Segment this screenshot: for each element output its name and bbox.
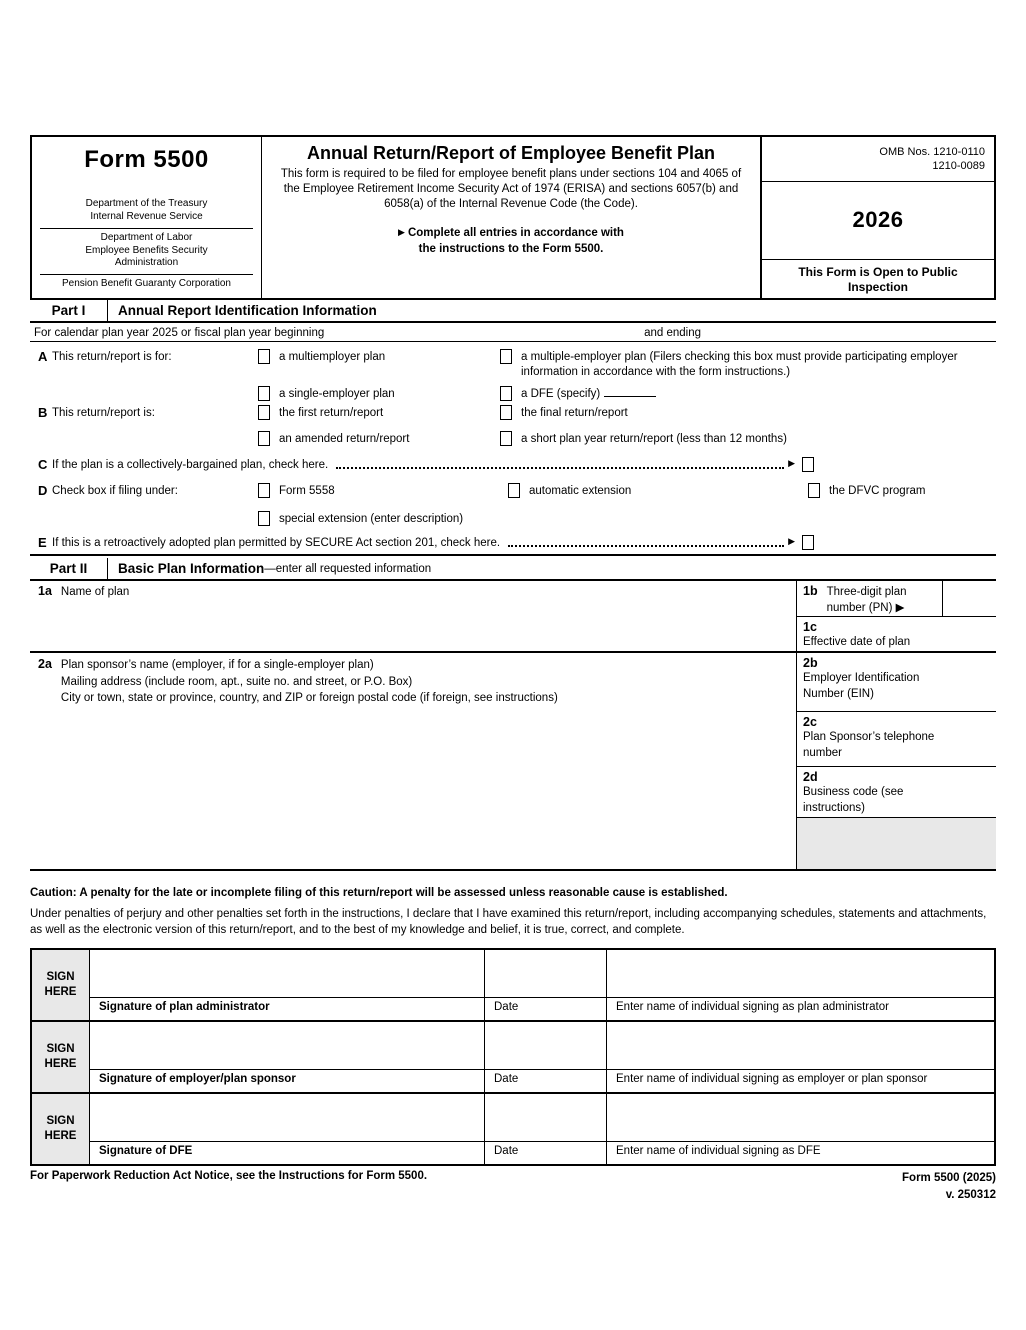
option-label: a multiple-employer plan (Filers checking this box must provide participating employer information in accordance with the form instructions.) (521, 351, 958, 378)
instruction-line1: Complete all entries in accordance with (407, 226, 624, 239)
single-employer-plan-checkbox[interactable] (258, 386, 270, 401)
section-d (30, 478, 996, 531)
and-ending-label: and ending (644, 327, 701, 339)
field-2b-number: 2b (803, 656, 818, 670)
instruction-line2: the instructions to the Form 5500. (418, 242, 604, 255)
field-2c (797, 712, 996, 767)
header-title-column (262, 137, 762, 298)
public-inspection-line1: This Form is Open to Public (798, 265, 958, 279)
section-c (30, 451, 996, 478)
administrator-date-field[interactable] (484, 950, 606, 997)
fiscal-year-ending-field[interactable] (701, 327, 996, 339)
row-2-right (797, 653, 996, 869)
dfvc-program-checkbox[interactable] (808, 483, 820, 498)
signature-group-administrator (32, 950, 994, 1020)
field-1a (30, 581, 797, 651)
dfe-name-label: Enter name of individual signing as DFE (606, 1141, 994, 1164)
section-b-options (258, 405, 996, 451)
omb-line2: 1210-0089 (932, 160, 985, 173)
option-automatic-extension (508, 483, 808, 499)
option-final-return (500, 405, 996, 421)
field-2a-number: 2a (38, 657, 52, 671)
option-label: the DFVC program (829, 485, 926, 497)
agency-labor-line3: Administration (114, 257, 179, 269)
section-c-text: If the plan is a collectively-bargained plan, check here. (52, 458, 329, 471)
dfe-signature-label: Signature of DFE (90, 1141, 484, 1164)
dfe-checkbox[interactable] (500, 386, 512, 401)
dfe-date-label: Date (484, 1141, 606, 1164)
row-1 (30, 581, 996, 653)
section-e-text: If this is a retroactively adopted plan permitted by SECURE Act section 201, check here. (52, 536, 501, 549)
part2-title-rest: —enter all requested information (264, 562, 432, 575)
sponsor-name-field[interactable] (606, 1022, 994, 1069)
field-2c-number: 2c (803, 715, 817, 729)
dfe-name-field[interactable] (606, 1094, 994, 1141)
dfe-signature-field[interactable] (90, 1094, 484, 1141)
field-2a-line1: Plan sponsor’s name (employer, if for a single-employer plan) (60, 659, 374, 671)
plan-year-prefix: For calendar plan year 2025 or fiscal plan year beginning (34, 327, 325, 339)
paperwork-notice: For Paperwork Reduction Act Notice, see the Instructions for Form 5500. (30, 1170, 428, 1183)
omb-line1: OMB Nos. 1210-0110 (879, 146, 985, 158)
option-short-plan-year (500, 431, 996, 447)
section-b-letter: B (38, 405, 48, 420)
section-b-label (30, 405, 258, 451)
header-agency-column (32, 137, 262, 298)
option-special-extension (258, 511, 996, 527)
field-1c-label: Effective date of plan (803, 636, 911, 648)
arrow-right-icon: ▶ (788, 536, 795, 546)
option-label: a DFE (specify) (521, 388, 601, 401)
section-d-text: Check box if filing under: (52, 485, 178, 497)
option-dfvc-program (808, 483, 996, 499)
agency-labor-line1: Department of Labor (100, 231, 193, 243)
field-2d-number: 2d (803, 770, 818, 784)
form-version-line1: Form 5500 (2025) (902, 1172, 996, 1185)
field-2b (797, 653, 996, 712)
option-label: an amended return/report (279, 432, 410, 445)
dfe-date-field[interactable] (484, 1094, 606, 1141)
option-label: Form 5558 (279, 485, 335, 497)
arrow-right-icon: ▶ (788, 458, 795, 468)
public-inspection-line2: Inspection (847, 280, 908, 294)
option-label: a single-employer plan (279, 388, 395, 401)
public-inspection-note (762, 260, 994, 298)
option-label: a short plan year return/report (less than 12 months) (521, 432, 787, 445)
field-2c-label: Plan Sponsor’s telephone number (803, 731, 935, 759)
dfe-specify-field[interactable] (604, 386, 656, 397)
section-a-label (30, 349, 258, 403)
form-title: Annual Return/Report of Employee Benefit Plan (306, 143, 716, 163)
form-year: 2026 (762, 182, 994, 260)
administrator-date-label: Date (484, 997, 606, 1020)
short-plan-year-checkbox[interactable] (500, 431, 512, 446)
section-d-label (30, 483, 258, 531)
agency-labor (32, 229, 261, 274)
sponsor-name-label: Enter name of individual signing as employer or plan sponsor (606, 1069, 994, 1092)
form-version-line2: v. 250312 (945, 1188, 996, 1201)
agency-treasury-line2: Internal Revenue Service (90, 211, 203, 223)
page-footer (30, 1170, 996, 1203)
sign-here-label: SIGN HERE (32, 1094, 90, 1164)
option-label: a multiemployer plan (279, 351, 386, 363)
field-2d (797, 767, 996, 818)
option-single-employer-plan (258, 386, 500, 402)
form-number: Form 5500 (84, 146, 209, 173)
pn-entry-box[interactable] (942, 581, 996, 616)
administrator-signature-label: Signature of plan administrator (90, 997, 484, 1020)
sponsor-signature-field[interactable] (90, 1022, 484, 1069)
option-label: the final return/report (521, 407, 628, 419)
fiscal-year-beginning-field[interactable] (324, 327, 644, 339)
collectively-bargained-checkbox[interactable] (802, 457, 814, 472)
section-a-letter: A (38, 349, 48, 364)
sponsor-info-field[interactable] (38, 707, 796, 869)
field-2a (30, 653, 797, 869)
omb-numbers (762, 137, 994, 182)
arrow-right-icon: ▶ (398, 226, 405, 237)
sponsor-signature-label: Signature of employer/plan sponsor (90, 1069, 484, 1092)
section-e (30, 531, 996, 556)
administrator-name-field[interactable] (606, 950, 994, 997)
part2-title-bold: Basic Plan Information (118, 561, 265, 576)
retroactively-adopted-checkbox[interactable] (802, 535, 814, 550)
section-d-options (258, 483, 996, 531)
automatic-extension-checkbox[interactable] (508, 483, 520, 498)
form-version-block (902, 1170, 996, 1203)
plan-name-field[interactable] (38, 601, 796, 651)
perjury-declaration: Under penalties of perjury and other penalties set forth in the instructions, I declare that I have examined this return/report, including accompanying schedules, statements and attachments, as well as the electronic version of this return/report, and to the best of my knowledge and belief, it is true, correct, and complete. (30, 908, 987, 937)
option-multiple-employer-plan (500, 349, 996, 380)
dotted-leader (336, 467, 784, 469)
agency-treasury-line1: Department of the Treasury (85, 198, 208, 210)
field-2d-label: Business code (see instructions) (803, 786, 904, 814)
section-d-letter: D (38, 483, 48, 498)
section-a-text: This return/report is for: (52, 351, 172, 363)
multiple-employer-plan-checkbox[interactable] (500, 349, 512, 364)
multiemployer-plan-checkbox[interactable] (258, 349, 270, 364)
header-omb-column (762, 137, 994, 298)
option-dfe (500, 386, 996, 402)
sign-here-label: SIGN HERE (32, 1022, 90, 1092)
form-header (30, 135, 996, 300)
plan-year-row (30, 323, 996, 342)
form-instruction (262, 225, 760, 257)
field-1a-label: Name of plan (60, 586, 130, 598)
section-b (30, 403, 996, 451)
option-form-5558 (258, 483, 508, 499)
field-1a-number: 1a (38, 584, 52, 598)
sponsor-date-field[interactable] (484, 1022, 606, 1069)
row-2 (30, 653, 996, 871)
section-b-text: This return/report is: (52, 407, 155, 419)
agency-labor-line2: Employee Benefits Security (85, 244, 208, 256)
option-first-return (258, 405, 500, 421)
form-5558-checkbox[interactable] (258, 483, 270, 498)
option-amended-return (258, 431, 500, 447)
first-return-checkbox[interactable] (258, 405, 270, 420)
row-1-right (797, 581, 996, 651)
signature-group-dfe (32, 1092, 994, 1164)
part2-label: Part II (30, 558, 108, 579)
part1-title: Annual Report Identification Information (118, 303, 377, 318)
option-multiemployer-plan (258, 349, 500, 365)
section-e-letter: E (38, 535, 47, 550)
agency-treasury (32, 195, 261, 228)
part2-title (108, 558, 431, 579)
option-label: the first return/report (279, 407, 384, 419)
administrator-name-label: Enter name of individual signing as plan administrator (606, 997, 994, 1020)
signature-table (30, 948, 996, 1166)
form-5500-page (30, 135, 996, 1204)
shaded-cell (797, 818, 996, 869)
part1-label: Part I (30, 300, 108, 321)
final-return-checkbox[interactable] (500, 405, 512, 420)
field-2a-labels (61, 657, 558, 707)
signature-group-sponsor (32, 1020, 994, 1092)
field-1b-number: 1b (803, 584, 818, 598)
field-1c-number: 1c (803, 620, 817, 634)
field-1b-label: Three-digit plan number (PN) ▶ (826, 586, 907, 614)
dotted-leader (508, 545, 784, 547)
field-1b (797, 581, 996, 617)
part2-band (30, 558, 996, 581)
caution-text: Caution: A penalty for the late or incomplete filing of this return/report will be assessed unless reasonable cause is established. (30, 887, 728, 899)
option-label: automatic extension (529, 485, 632, 497)
special-extension-checkbox[interactable] (258, 511, 270, 526)
option-label: special extension (enter description) (279, 512, 464, 525)
sign-here-label: SIGN HERE (32, 950, 90, 1020)
agency-pbgc: Pension Benefit Guaranty Corporation (62, 278, 231, 290)
amended-return-checkbox[interactable] (258, 431, 270, 446)
sponsor-date-label: Date (484, 1069, 606, 1092)
section-c-letter: C (38, 457, 48, 472)
form-subtitle: This form is required to be filed for employee benefit plans under sections 104 and 4065 of the Employee Retirement Income Security Act of 1974 (ERISA) and sections 6057(b) and 6058(a) of the Internal Revenue Code (the Code). (280, 168, 742, 211)
field-1c (797, 617, 996, 651)
section-a (30, 342, 996, 403)
field-2a-line2: Mailing address (include room, apt., suite no. and street, or P.O. Box) (60, 675, 413, 688)
field-2a-line3: City or town, state or province, country, and ZIP or foreign postal code (if foreign, see instructions) (60, 692, 558, 705)
field-2b-label: Employer Identification Number (EIN) (803, 672, 920, 700)
administrator-signature-field[interactable] (90, 950, 484, 997)
section-a-options (258, 349, 996, 403)
part1-band (30, 300, 996, 323)
